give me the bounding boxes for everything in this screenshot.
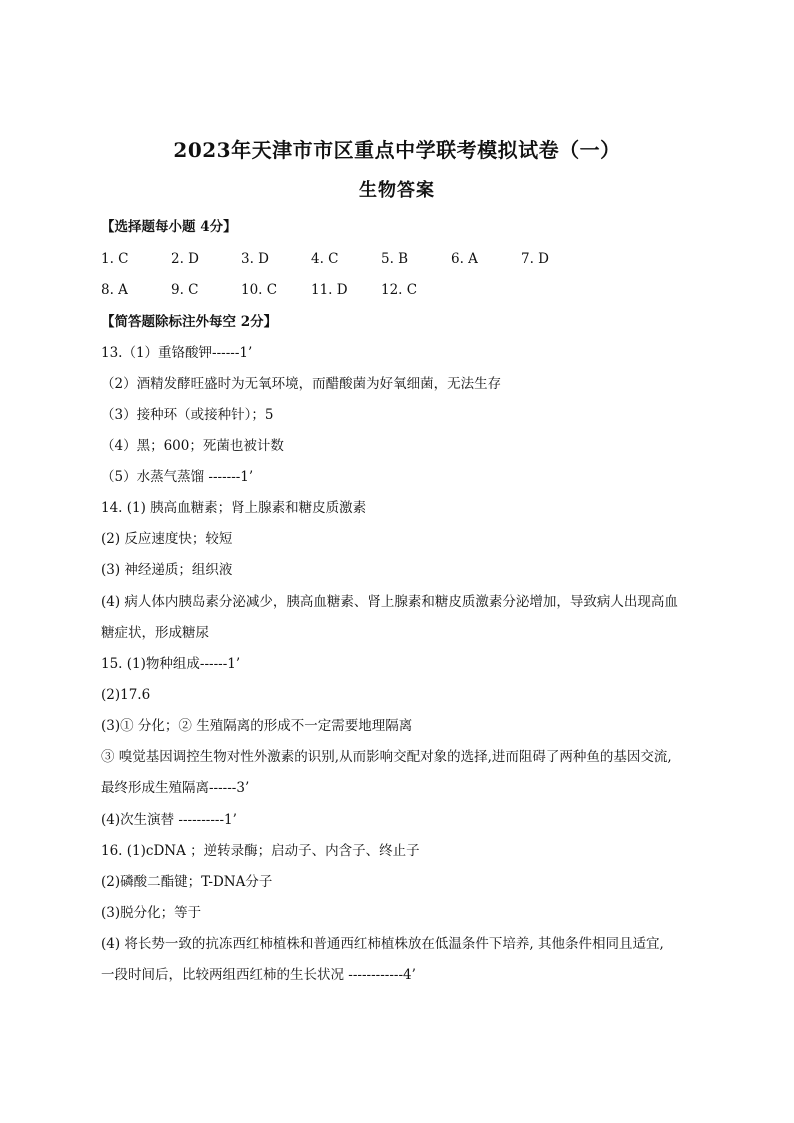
answer-line: 糖症状，形成糖尿 (101, 625, 209, 641)
answer-line: (2)磷酸二酯键；T-DNA分子 (101, 874, 273, 890)
choice-answer: 8. A (101, 282, 128, 298)
answer-line: 13.（1）重铬酸钾------1’ (101, 345, 253, 361)
choice-answer: 6. A (451, 251, 478, 267)
answer-line: (3) 神经递质；组织液 (101, 562, 233, 578)
answer-line: （5）水蒸气蒸馏 -------1’ (101, 469, 254, 485)
answer-line: ③ 嗅觉基因调控生物对性外激素的识别,从而影响交配对象的选择,进而阻碍了两种鱼的基因交流, (101, 749, 672, 765)
answer-line: (3)脱分化；等于 (101, 905, 202, 921)
answer-line: (4) 病人体内胰岛素分泌减少，胰高血糖素、肾上腺素和糖皮质激素分泌增加，导致病人出现高血 (101, 594, 678, 610)
choice-answer: 2. D (171, 251, 199, 267)
choice-answer: 7. D (521, 251, 549, 267)
answer-line: (3)① 分化；② 生殖隔离的形成不一定需要地理隔离 (101, 718, 413, 734)
answer-line: 最终形成生殖隔离------3’ (101, 780, 250, 796)
answer-line: (4) 将长势一致的抗冻西红柿植株和普通西红柿植株放在低温条件下培养, 其他条件相同且适宜, (101, 936, 664, 952)
answer-line: （4）黑；600；死菌也被计数 (101, 438, 284, 454)
choice-answer: 3. D (241, 251, 269, 267)
answer-line: (4)次生演替 ----------1’ (101, 812, 237, 828)
page-title: 2023年天津市市区重点中学联考模拟试卷（一） (173, 138, 621, 162)
answer-line: (2) 反应速度快；较短 (101, 531, 233, 547)
answer-line: 一段时间后，比较两组西红柿的生长状况 ------------4’ (101, 967, 416, 983)
choice-section-header: 【选择题每小题 4分】 (101, 219, 237, 235)
page-subtitle: 生物答案 (359, 180, 435, 201)
choice-answer: 11. D (311, 282, 348, 298)
answer-line: （2）酒精发酵旺盛时为无氧环境，而醋酸菌为好氧细菌，无法生存 (101, 376, 502, 392)
choice-answer: 12. C (381, 282, 418, 298)
choice-answer: 10. C (241, 282, 278, 298)
answer-line: 15. (1)物种组成------1’ (101, 656, 241, 672)
answer-line: (2)17.6 (101, 687, 151, 703)
choice-answer: 1. C (101, 251, 129, 267)
answer-line: （3）接种环（或接种针）；5 (101, 407, 274, 423)
choice-answer: 5. B (381, 251, 409, 267)
choice-answer: 4. C (311, 251, 339, 267)
choice-answer: 9. C (171, 282, 199, 298)
answer-line: 14. (1) 胰高血糖素；肾上腺素和糖皮质激素 (101, 500, 367, 516)
answer-line: 16. (1)cDNA ；逆转录酶；启动子、内含子、终止子 (101, 843, 420, 859)
short-answer-section-header: 【简答题除标注外每空 2分】 (101, 314, 278, 330)
